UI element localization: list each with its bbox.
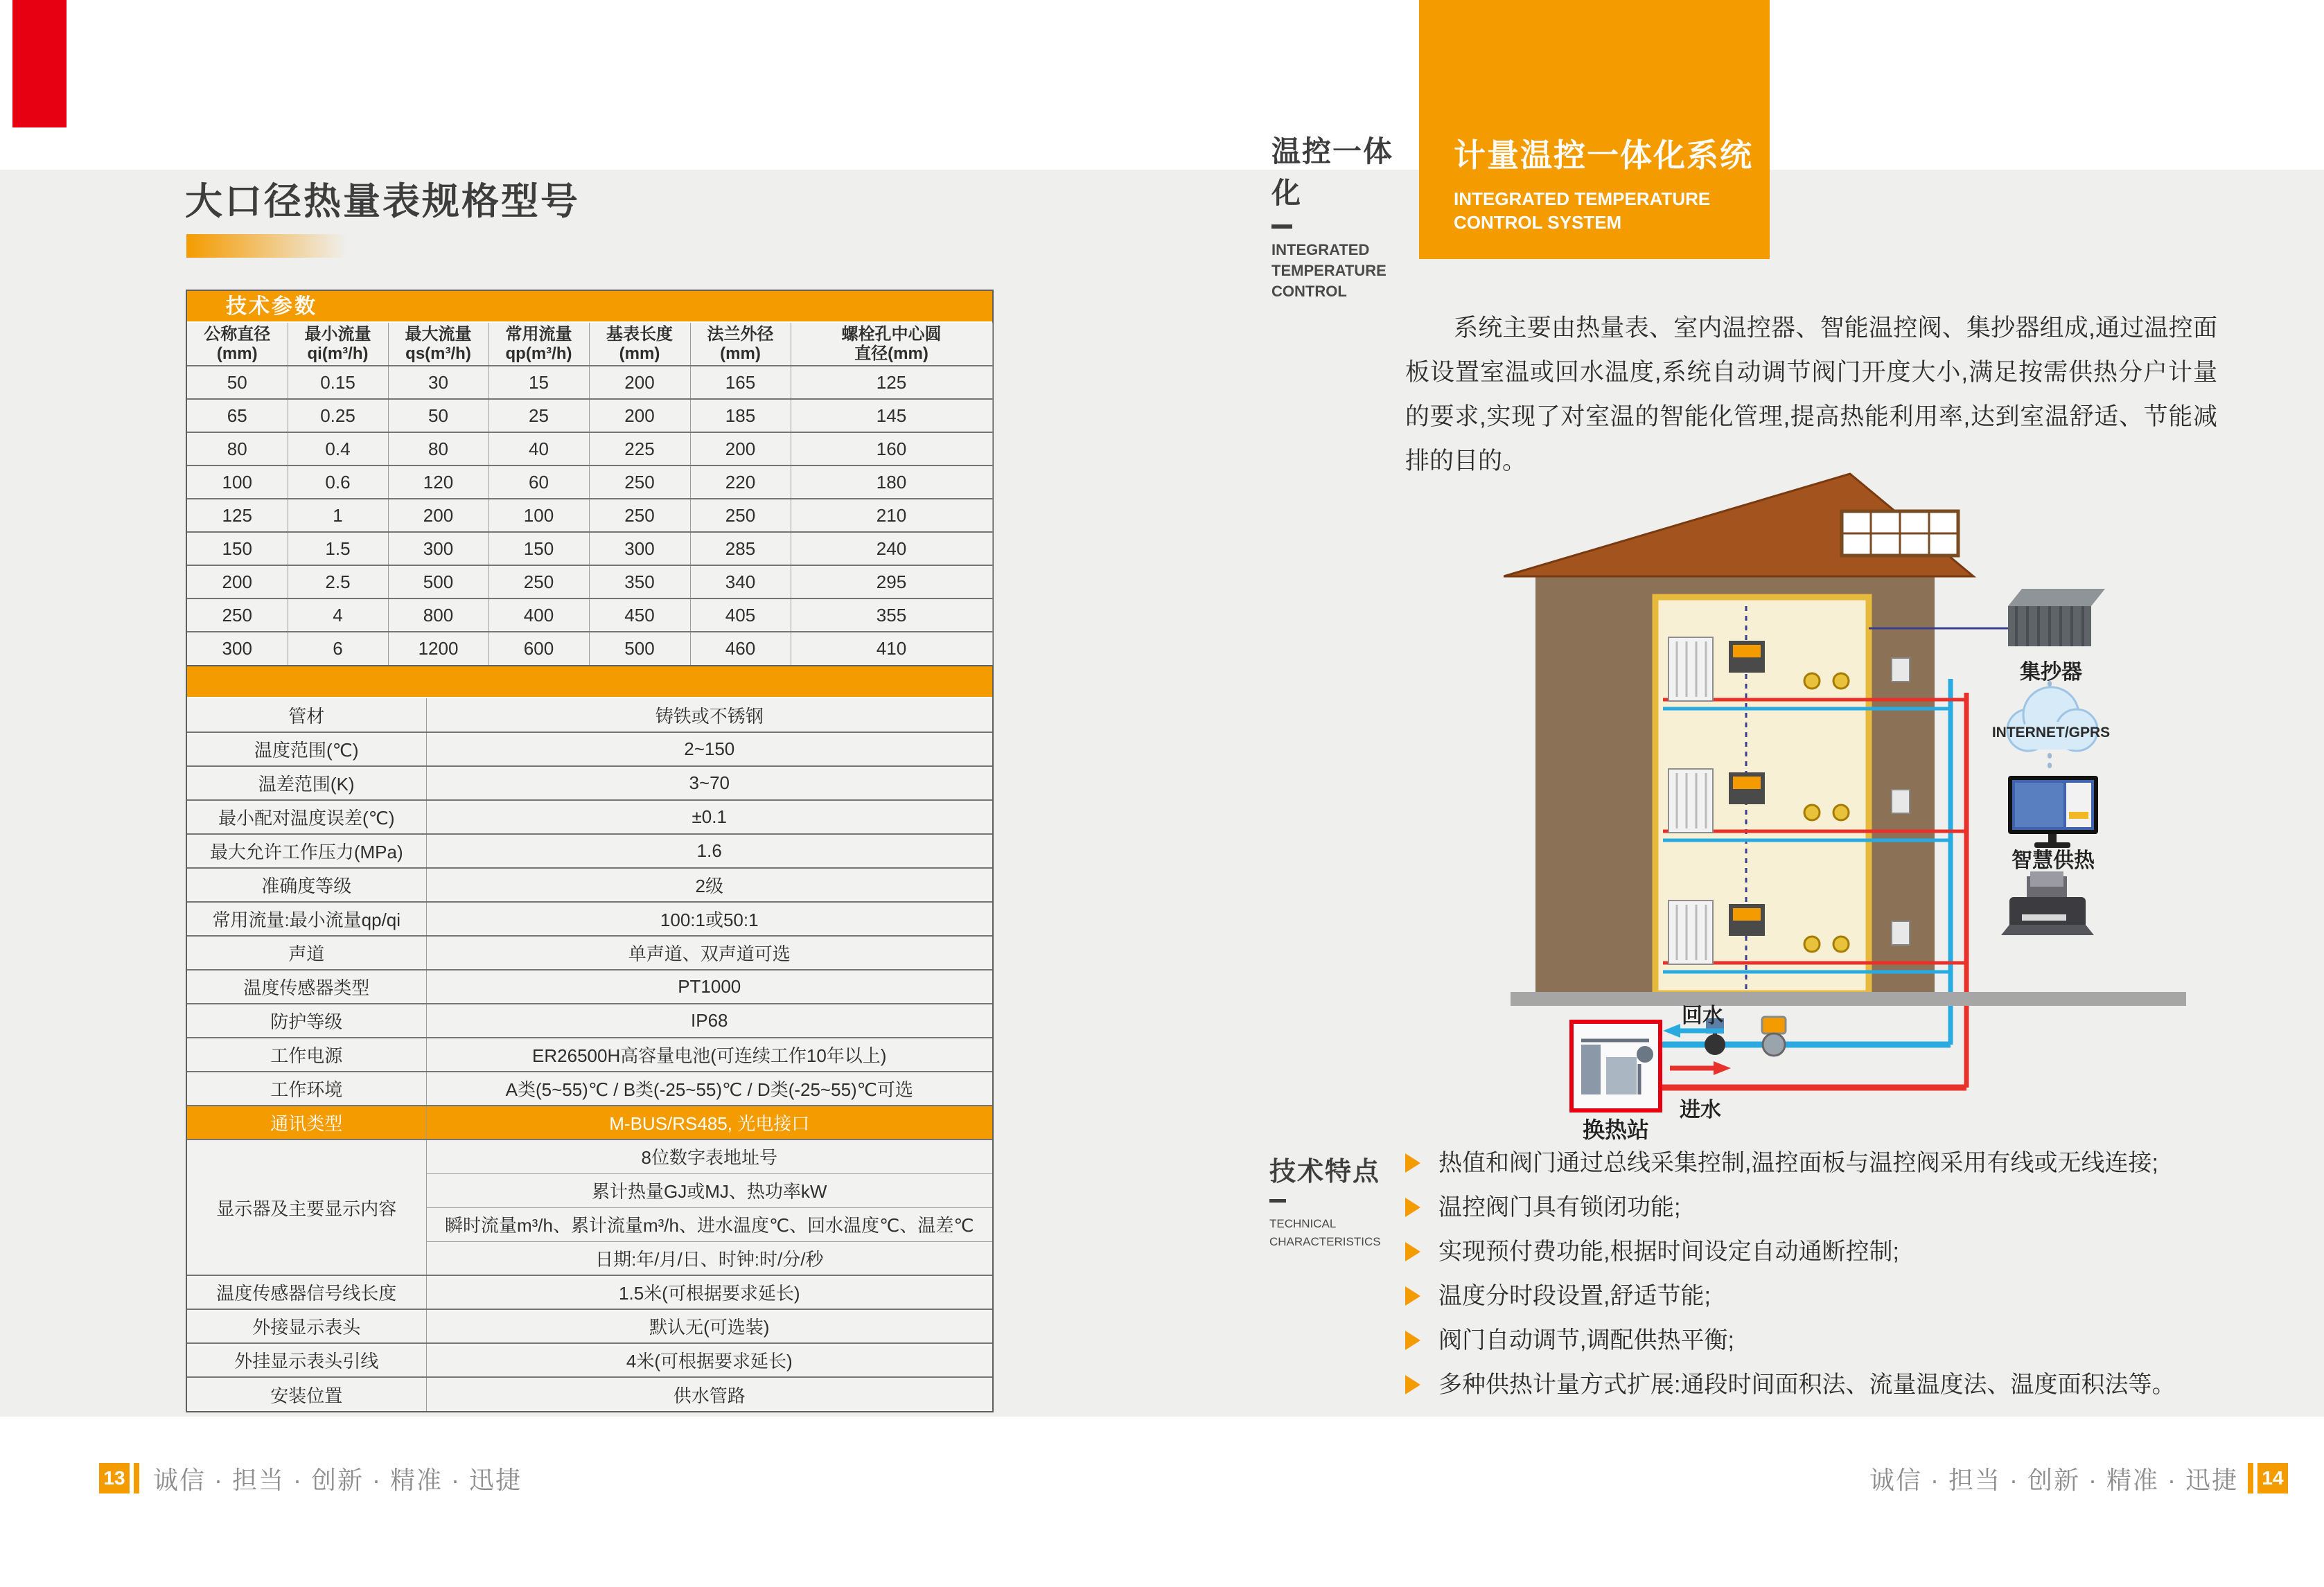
- inlet-water-arrow: [1670, 1061, 1731, 1075]
- row-value: 瞬时流量m³/h、累计流量m³/h、进水温度℃、回水温度℃、温差℃: [426, 1207, 992, 1241]
- row-value: 100:1或50:1: [426, 902, 992, 936]
- row-label: 外接显示表头: [187, 1309, 426, 1343]
- feature-text: 阀门自动调节,调配供热平衡;: [1438, 1327, 1734, 1354]
- row-label: 管材: [187, 698, 426, 732]
- row-label: 温度传感器类型: [187, 970, 426, 1004]
- monitor-device: [2008, 776, 2098, 848]
- footer-accent-bar: [134, 1463, 139, 1493]
- row-label: 外挂显示表头引线: [187, 1343, 426, 1377]
- row-label: 温差范围(K): [187, 766, 426, 800]
- detail-table-grid: [187, 698, 992, 1411]
- valve-icon: [1804, 805, 1820, 820]
- row-label: 温度范围(℃): [187, 732, 426, 766]
- valve-icon: [1833, 937, 1849, 952]
- supply-pipes: [1660, 1017, 1966, 1088]
- row-label: 工作电源: [187, 1038, 426, 1072]
- table-row: [187, 1140, 992, 1173]
- row-value: PT1000: [426, 970, 992, 1004]
- footer-left: [99, 1463, 522, 1493]
- section-header: [1271, 129, 1417, 302]
- row-value: 日期:年/月/日、时钟:时/分/秒: [426, 1241, 992, 1275]
- network-label: INTERNET/GPRS: [1991, 725, 2111, 741]
- table-row: [187, 1106, 992, 1140]
- row-label: 安装位置: [187, 1377, 426, 1411]
- row-value: A类(5~55)℃ / B类(-25~55)℃ / D类(-25~55)℃可选: [426, 1072, 992, 1106]
- row-value: 默认无(可选装): [426, 1309, 992, 1343]
- table-row: [187, 1072, 992, 1106]
- section-title: 温控一体化: [1271, 135, 1394, 209]
- title-underline-gradient: [186, 234, 347, 258]
- table-row: [187, 732, 992, 766]
- row-label: 防护等级: [187, 1004, 426, 1038]
- row-value: M-BUS/RS485, 光电接口: [426, 1106, 992, 1140]
- bullet-triangle-icon: [1405, 1153, 1420, 1173]
- footer-right: [1869, 1463, 2288, 1493]
- thermostat-icon: [1892, 790, 1910, 813]
- spec-table-body: [187, 366, 992, 665]
- row-value: IP68: [426, 1004, 992, 1038]
- flow-meter-icon: [1762, 1017, 1786, 1056]
- row-value: 单声道、双声道可选: [426, 936, 992, 970]
- system-diagram: [1504, 471, 2197, 1150]
- feature-item: [1405, 1149, 2306, 1178]
- feature-item: [1405, 1193, 2306, 1222]
- table-row: [187, 1343, 992, 1377]
- table-row: [187, 1377, 992, 1411]
- footer-slogan: 诚信 · 担当 · 创新 · 精准 · 迅捷: [153, 1465, 522, 1494]
- row-value: 3~70: [426, 766, 992, 800]
- roof-window: [1842, 511, 1958, 556]
- table-row: [187, 970, 992, 1004]
- feature-text: 多种供热计量方式扩展:通段时间面积法、流量温度法、温度面积法等。: [1438, 1372, 2176, 1398]
- thermostat-icon: [1892, 658, 1910, 682]
- features-title: 技术特点: [1269, 1158, 1381, 1187]
- page-title: 大口径热量表规格型号: [185, 181, 580, 222]
- thermostat-icon: [1892, 921, 1910, 945]
- table-row: 200 2.5 500 250 350 340 295: [187, 565, 992, 599]
- features-dash: [1269, 1199, 1286, 1203]
- table-row: 125 1 200 100 250 250 210: [187, 499, 992, 532]
- table-row: [187, 1309, 992, 1343]
- spec-table-grid: [187, 323, 993, 665]
- banner-subtitle: INTEGRATED TEMPERATURE CONTROL SYSTEM: [1454, 188, 1711, 233]
- features-header: [1269, 1150, 1401, 1251]
- feature-text: 温度分时段设置,舒适节能;: [1438, 1283, 1711, 1309]
- row-value: ER26500H高容量电池(可连续工作10年以上): [426, 1038, 992, 1072]
- spec-col-header: 常用流量 qp(m³/h): [488, 323, 589, 366]
- row-label: 工作环境: [187, 1072, 426, 1106]
- bullet-triangle-icon: [1405, 1331, 1420, 1350]
- spec-col-header: 螺栓孔中心圆 直径(mm): [791, 323, 992, 366]
- concentrator-label: 集抄器: [2020, 661, 2082, 684]
- bullet-triangle-icon: [1405, 1198, 1420, 1217]
- feature-text: 实现预付费功能,根据时间设定自动通断控制;: [1438, 1239, 1899, 1265]
- heat-exchange-station: [1572, 1022, 1660, 1110]
- section-subtitle: INTEGRATED TEMPERATURE CONTROL: [1271, 241, 1387, 300]
- table-row: [187, 936, 992, 970]
- row-value: 2级: [426, 868, 992, 902]
- table-row: [187, 1275, 992, 1309]
- table-row: [187, 1038, 992, 1072]
- table-row: 250 4 800 400 450 405 355: [187, 599, 992, 632]
- row-value: ±0.1: [426, 800, 992, 834]
- printer-device: [2001, 871, 2094, 935]
- table-row: [187, 698, 992, 732]
- table-row: 80 0.4 80 40 225 200 160: [187, 432, 992, 466]
- page-number-badge: 13: [99, 1463, 130, 1493]
- table-row: [187, 868, 992, 902]
- feature-item: [1405, 1326, 2306, 1355]
- feature-text: 热值和阀门通过总线采集控制,温控面板与温控阀采用有线或无线连接;: [1438, 1150, 2158, 1176]
- concentrator-device: [2008, 589, 2105, 646]
- row-label: 显示器及主要显示内容: [187, 1140, 426, 1275]
- feature-item: [1405, 1370, 2306, 1399]
- feature-item: [1405, 1237, 2306, 1266]
- bullet-triangle-icon: [1405, 1286, 1420, 1306]
- banner-title: 计量温控一体化系统: [1454, 137, 1753, 173]
- section-dash: [1271, 224, 1292, 229]
- spec-col-row: [187, 323, 992, 366]
- feature-item: [1405, 1282, 2306, 1311]
- row-label: 声道: [187, 936, 426, 970]
- intro-paragraph: 系统主要由热量表、室内温控器、智能温控阀、集抄器组成,通过温控面板设置室温或回水温度,系统自动调节阀门开度大小,满足按需供热分户计量的要求,实现了对室温的智能化管理,提高热能利用率,达到室温舒适、节能减排的目的。: [1405, 314, 2217, 475]
- inlet-water-label: 进水: [1680, 1099, 1721, 1121]
- return-water-label: 回水: [1682, 1004, 1723, 1027]
- row-value: 4米(可根据要求延长): [426, 1343, 992, 1377]
- row-value: 累计热量GJ或MJ、热功率kW: [426, 1173, 992, 1207]
- row-label: 最大允许工作压力(MPa): [187, 834, 426, 868]
- table-row: 100 0.6 120 60 250 220 180: [187, 466, 992, 499]
- page-number-badge: 14: [2257, 1463, 2288, 1493]
- detail-table: [186, 665, 994, 1412]
- footer-accent-bar: [2248, 1463, 2253, 1493]
- row-label: 常用流量:最小流量qp/qi: [187, 902, 426, 936]
- table-row: [187, 1004, 992, 1038]
- valve-icon: [1833, 673, 1849, 689]
- table-row: [187, 834, 992, 868]
- table-row: 300 6 1200 600 500 460 410: [187, 632, 992, 665]
- bullet-triangle-icon: [1405, 1375, 1420, 1394]
- spec-col-header: 公称直径 (mm): [187, 323, 288, 366]
- row-value: 8位数字表地址号: [426, 1140, 992, 1173]
- spec-col-header: 最大流量 qs(m³/h): [388, 323, 488, 366]
- features-subtitle: TECHNICAL CHARACTERISTICS: [1269, 1217, 1381, 1248]
- row-value: 1.5米(可根据要求延长): [426, 1275, 992, 1309]
- smart-heating-label: 智慧供热: [2012, 849, 2095, 872]
- heat-exchange-station-label: 换热站: [1582, 1117, 1650, 1142]
- table-row: 50 0.15 30 15 200 165 125: [187, 366, 992, 399]
- ground-bar: [1511, 992, 2186, 1006]
- row-value: 铸铁或不锈钢: [655, 705, 764, 727]
- feature-list: [1405, 1149, 2306, 1415]
- table-row: [187, 766, 992, 800]
- spec-col-header: 法兰外径 (mm): [690, 323, 791, 366]
- spec-col-header: 最小流量 qi(m³/h): [288, 323, 388, 366]
- row-label: 准确度等级: [187, 868, 426, 902]
- bullet-triangle-icon: [1405, 1242, 1420, 1261]
- feature-text: 温控阀门具有锁闭功能;: [1438, 1194, 1681, 1221]
- row-value: 2~150: [426, 732, 992, 766]
- spec-table-band: 技术参数: [187, 291, 992, 323]
- row-label: 温度传感器信号线长度: [187, 1275, 426, 1309]
- footer-slogan: 诚信 · 担当 · 创新 · 精准 · 迅捷: [1869, 1465, 2238, 1494]
- internet-cloud: [1992, 687, 2110, 751]
- table-row: 150 1.5 300 150 300 285 240: [187, 532, 992, 565]
- spec-table: [186, 290, 994, 666]
- valve-icon: [1804, 673, 1820, 689]
- orange-banner: [1419, 0, 1770, 259]
- row-label: 最小配对温度误差(℃): [187, 800, 426, 834]
- row-value: 1.6: [426, 834, 992, 868]
- valve-icon: [1804, 937, 1820, 952]
- row-value: 供水管路: [426, 1377, 992, 1411]
- spec-col-header: 基表长度 (mm): [589, 323, 690, 366]
- table-row: [187, 902, 992, 936]
- red-corner-tab: [12, 0, 67, 127]
- row-label: 通讯类型: [187, 1106, 426, 1140]
- detail-table-body: [187, 698, 992, 1411]
- valve-icon: [1833, 805, 1849, 820]
- detail-table-band: [187, 666, 992, 698]
- table-row: [187, 800, 992, 834]
- table-row: 65 0.25 50 25 200 185 145: [187, 399, 992, 432]
